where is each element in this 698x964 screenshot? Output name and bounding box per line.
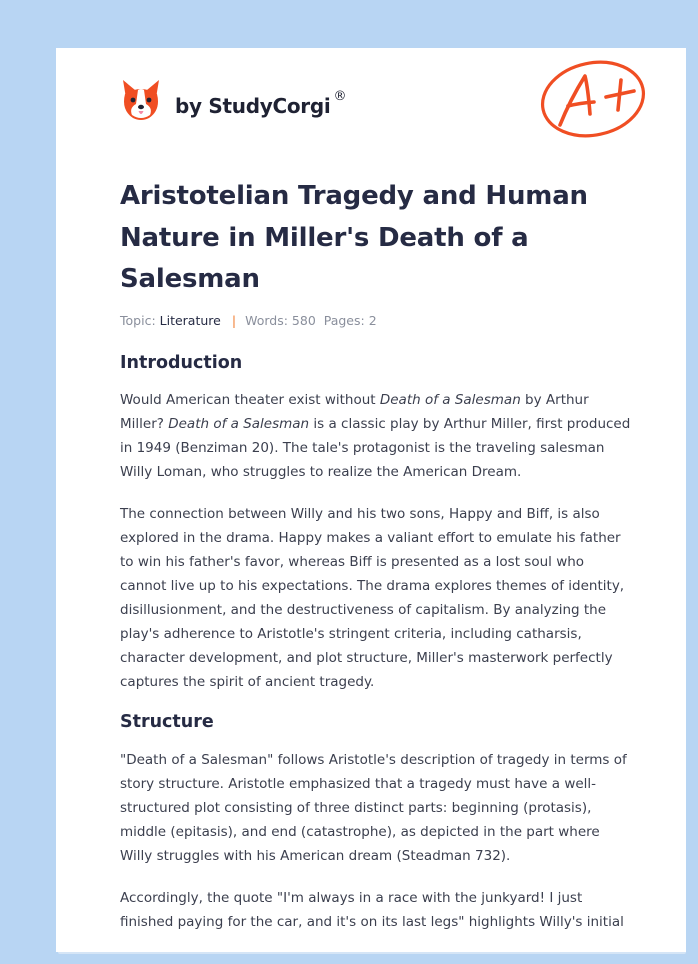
paragraph: Accordingly, the quote "I'm always in a race with the junkyard! I just finished paying for the car, and it's on its last legs" highlights Willy's initial <box>120 889 624 930</box>
a-plus-grade-icon <box>536 58 648 140</box>
article <box>120 176 632 934</box>
article-title: Aristotelian Tragedy and Human Nature in Miller's Death of a Salesman <box>120 181 588 294</box>
brand-name[interactable] <box>175 89 347 118</box>
paragraph <box>120 388 632 484</box>
topic-link[interactable]: Literature <box>159 312 221 328</box>
registered-mark: ® <box>333 89 347 104</box>
document-page <box>56 48 686 952</box>
pages-count: 2 <box>368 312 377 328</box>
corgi-logo-icon <box>120 76 162 122</box>
paragraph-text: Would American theater exist without <box>120 391 380 408</box>
words-label: Words: <box>245 312 288 328</box>
section-heading-introduction: Introduction <box>120 352 243 373</box>
pages-label: Pages: <box>323 312 365 328</box>
article-meta <box>120 313 632 328</box>
brand-text: by StudyCorgi <box>175 94 331 118</box>
play-title-italic: Death of a Salesman <box>168 415 310 432</box>
section-heading-structure: Structure <box>120 711 214 732</box>
meta-separator: | <box>231 312 237 328</box>
page-header <box>56 48 686 158</box>
play-title-italic: Death of a Salesman <box>379 391 521 408</box>
paragraph: "Death of a Salesman" follows Aristotle's description of tragedy in terms of story structure. Aristotle emphasized that a tragedy must have a well-structured plot consisting of three distinct parts: beginning (protasis), middle (epitasis), and end (catastrophe), as depicted in the part where Willy struggles with his American dream (Steadman 732). <box>120 751 627 864</box>
paragraph-text: is a classic play by Arthur Miller, first produced in 1949 (Benziman 20). The tale's protagonist is the traveling salesman Willy Loman, who struggles to realize the American Dream. <box>120 415 631 480</box>
paragraph: The connection between Willy and his two sons, Happy and Biff, is also explored in the drama. Happy makes a valiant effort to emulate his father to win his father's favor, whereas Biff is presented as a lost soul who cannot live up to his expectations. The drama explores themes of identity, disillusionment, and the destructiveness of capitalism. By analyzing the play's adherence to Aristotle's stringent criteria, including catharsis, character development, and plot structure, Miller's masterwork perfectly captures the spirit of ancient tragedy. <box>120 505 625 690</box>
paragraph-text: by Arthur Miller? <box>120 391 589 432</box>
topic-label: Topic: <box>120 312 156 328</box>
words-count: 580 <box>291 312 316 328</box>
